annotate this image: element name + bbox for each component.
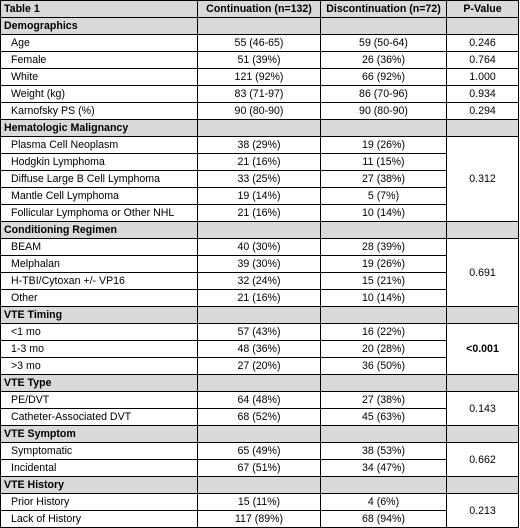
section-empty-cell <box>198 426 321 443</box>
discontinuation-column-header: Discontinuation (n=72) <box>321 1 447 18</box>
row-label: <1 mo <box>1 324 198 341</box>
row-label: Mantle Cell Lymphoma <box>1 188 198 205</box>
discontinuation-value: 45 (63%) <box>321 409 447 426</box>
row-label: Karnofsky PS (%) <box>1 103 198 120</box>
section-empty-cell <box>321 477 447 494</box>
section-empty-cell <box>321 18 447 35</box>
continuation-value: 38 (29%) <box>198 137 321 154</box>
table-row <box>1 256 519 273</box>
row-label: H-TBI/Cytoxan +/- VP16 <box>1 273 198 290</box>
continuation-value: 21 (16%) <box>198 205 321 222</box>
row-label: Follicular Lymphoma or Other NHL <box>1 205 198 222</box>
section-title: Hematologic Malignancy <box>1 120 198 137</box>
table-body <box>1 18 519 528</box>
continuation-value: 57 (43%) <box>198 324 321 341</box>
continuation-value: 19 (14%) <box>198 188 321 205</box>
section-empty-cell <box>447 307 519 324</box>
continuation-value: 51 (39%) <box>198 52 321 69</box>
continuation-value: 48 (36%) <box>198 341 321 358</box>
pvalue: 0.246 <box>447 35 519 52</box>
section-title: Demographics <box>1 18 198 35</box>
continuation-value: 21 (16%) <box>198 290 321 307</box>
table-row <box>1 494 519 511</box>
discontinuation-value: 34 (47%) <box>321 460 447 477</box>
continuation-value: 67 (51%) <box>198 460 321 477</box>
table-row <box>1 154 519 171</box>
discontinuation-value: 26 (36%) <box>321 52 447 69</box>
table-row <box>1 35 519 52</box>
pvalue: 0.294 <box>447 103 519 120</box>
row-label: Female <box>1 52 198 69</box>
row-label: >3 mo <box>1 358 198 375</box>
discontinuation-value: 59 (50-64) <box>321 35 447 52</box>
discontinuation-value: 10 (14%) <box>321 290 447 307</box>
continuation-value: 117 (89%) <box>198 511 321 528</box>
discontinuation-value: 4 (6%) <box>321 494 447 511</box>
section-empty-cell <box>447 477 519 494</box>
discontinuation-value: 5 (7%) <box>321 188 447 205</box>
continuation-value: 65 (49%) <box>198 443 321 460</box>
pvalue: 0.662 <box>447 443 519 477</box>
row-label: BEAM <box>1 239 198 256</box>
section-empty-cell <box>321 222 447 239</box>
continuation-value: 32 (24%) <box>198 273 321 290</box>
discontinuation-value: 27 (38%) <box>321 171 447 188</box>
section-empty-cell <box>447 426 519 443</box>
discontinuation-value: 10 (14%) <box>321 205 447 222</box>
table-row <box>1 392 519 409</box>
table-row <box>1 69 519 86</box>
table-row <box>1 358 519 375</box>
pvalue: 1.000 <box>447 69 519 86</box>
table-row <box>1 409 519 426</box>
section-header-row <box>1 120 519 137</box>
row-label: Catheter-Associated DVT <box>1 409 198 426</box>
discontinuation-value: 19 (26%) <box>321 256 447 273</box>
pvalue: 0.764 <box>447 52 519 69</box>
table-row <box>1 341 519 358</box>
section-header-row <box>1 426 519 443</box>
section-empty-cell <box>198 375 321 392</box>
discontinuation-value: 86 (70-96) <box>321 86 447 103</box>
continuation-value: 33 (25%) <box>198 171 321 188</box>
table-row <box>1 324 519 341</box>
discontinuation-value: 15 (21%) <box>321 273 447 290</box>
continuation-column-header: Continuation (n=132) <box>198 1 321 18</box>
section-empty-cell <box>198 477 321 494</box>
section-header-row <box>1 307 519 324</box>
discontinuation-value: 20 (28%) <box>321 341 447 358</box>
row-label: Diffuse Large B Cell Lymphoma <box>1 171 198 188</box>
continuation-value: 90 (80-90) <box>198 103 321 120</box>
continuation-value: 27 (20%) <box>198 358 321 375</box>
row-label: Melphalan <box>1 256 198 273</box>
section-title: VTE Symptom <box>1 426 198 443</box>
discontinuation-value: 28 (39%) <box>321 239 447 256</box>
section-empty-cell <box>321 120 447 137</box>
section-title: VTE Timing <box>1 307 198 324</box>
header-row <box>1 1 519 18</box>
section-empty-cell <box>198 307 321 324</box>
table-row <box>1 273 519 290</box>
table-row <box>1 511 519 528</box>
row-label: Incidental <box>1 460 198 477</box>
section-header-row <box>1 375 519 392</box>
continuation-value: 64 (48%) <box>198 392 321 409</box>
table-row <box>1 239 519 256</box>
table-row <box>1 86 519 103</box>
discontinuation-value: 11 (15%) <box>321 154 447 171</box>
discontinuation-value: 27 (38%) <box>321 392 447 409</box>
section-empty-cell <box>198 18 321 35</box>
table-row <box>1 205 519 222</box>
table-row <box>1 290 519 307</box>
section-empty-cell <box>198 222 321 239</box>
discontinuation-value: 90 (80-90) <box>321 103 447 120</box>
pvalue: 0.691 <box>447 239 519 307</box>
section-header-row <box>1 477 519 494</box>
discontinuation-value: 38 (53%) <box>321 443 447 460</box>
section-empty-cell <box>321 375 447 392</box>
continuation-value: 15 (11%) <box>198 494 321 511</box>
pvalue: <0.001 <box>447 324 519 375</box>
continuation-value: 39 (30%) <box>198 256 321 273</box>
discontinuation-value: 68 (94%) <box>321 511 447 528</box>
section-empty-cell <box>447 222 519 239</box>
discontinuation-value: 19 (26%) <box>321 137 447 154</box>
continuation-value: 40 (30%) <box>198 239 321 256</box>
table-row <box>1 137 519 154</box>
section-title: Conditioning Regimen <box>1 222 198 239</box>
pvalue: 0.934 <box>447 86 519 103</box>
pvalue: 0.312 <box>447 137 519 222</box>
continuation-value: 55 (46-65) <box>198 35 321 52</box>
section-title: VTE History <box>1 477 198 494</box>
continuation-value: 68 (52%) <box>198 409 321 426</box>
discontinuation-value: 16 (22%) <box>321 324 447 341</box>
row-label: Age <box>1 35 198 52</box>
row-label: PE/DVT <box>1 392 198 409</box>
table-row <box>1 52 519 69</box>
row-label: Other <box>1 290 198 307</box>
section-title: VTE Type <box>1 375 198 392</box>
row-label: Weight (kg) <box>1 86 198 103</box>
row-label: Hodgkin Lymphoma <box>1 154 198 171</box>
row-label: Symptomatic <box>1 443 198 460</box>
table-row <box>1 460 519 477</box>
table-row <box>1 443 519 460</box>
discontinuation-value: 36 (50%) <box>321 358 447 375</box>
pvalue: 0.213 <box>447 494 519 528</box>
row-label: Lack of History <box>1 511 198 528</box>
section-empty-cell <box>321 307 447 324</box>
section-empty-cell <box>447 375 519 392</box>
table-row <box>1 103 519 120</box>
row-label: Plasma Cell Neoplasm <box>1 137 198 154</box>
table-title: Table 1 <box>1 1 198 18</box>
section-empty-cell <box>321 426 447 443</box>
row-label: 1-3 mo <box>1 341 198 358</box>
table-row <box>1 188 519 205</box>
discontinuation-value: 66 (92%) <box>321 69 447 86</box>
pvalue-column-header: P-Value <box>447 1 519 18</box>
section-header-row <box>1 222 519 239</box>
section-header-row <box>1 18 519 35</box>
continuation-value: 83 (71-97) <box>198 86 321 103</box>
row-label: Prior History <box>1 494 198 511</box>
continuation-value: 121 (92%) <box>198 69 321 86</box>
table-row <box>1 171 519 188</box>
section-empty-cell <box>447 18 519 35</box>
continuation-value: 21 (16%) <box>198 154 321 171</box>
section-empty-cell <box>447 120 519 137</box>
pvalue: 0.143 <box>447 392 519 426</box>
section-empty-cell <box>198 120 321 137</box>
row-label: White <box>1 69 198 86</box>
